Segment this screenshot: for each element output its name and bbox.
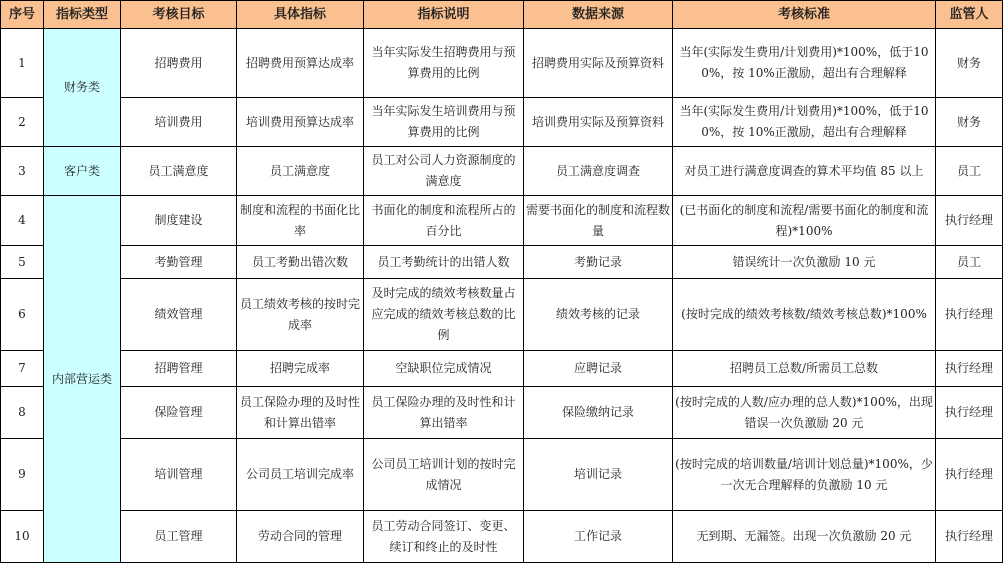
supervisor: 执行经理 xyxy=(936,439,1003,511)
header-indicator: 具体指标 xyxy=(237,1,364,29)
specific-indicator: 劳动合同的管理 xyxy=(237,511,364,563)
supervisor: 执行经理 xyxy=(936,511,1003,563)
header-description: 指标说明 xyxy=(364,1,524,29)
table-row xyxy=(1,246,1003,279)
assessment-standard: (按时完成的培训数量/培训计划总量)*100%，少一次无合理解释的负激励 10 元 xyxy=(673,439,936,511)
header-owner: 监管人 xyxy=(936,1,1003,29)
header-row xyxy=(1,1,1003,29)
table-row xyxy=(1,98,1003,147)
data-source: 员工满意度调查 xyxy=(524,147,673,196)
supervisor: 财务 xyxy=(936,98,1003,147)
assessment-goal: 招聘管理 xyxy=(121,351,237,387)
specific-indicator: 招聘费用预算达成率 xyxy=(237,29,364,98)
supervisor: 执行经理 xyxy=(936,279,1003,351)
table-row xyxy=(1,439,1003,511)
specific-indicator: 员工考勤出错次数 xyxy=(237,246,364,279)
specific-indicator: 公司员工培训完成率 xyxy=(237,439,364,511)
specific-indicator: 培训费用预算达成率 xyxy=(237,98,364,147)
row-number: 4 xyxy=(1,196,44,246)
row-number: 3 xyxy=(1,147,44,196)
supervisor: 员工 xyxy=(936,147,1003,196)
category-internal: 内部营运类 xyxy=(44,196,121,563)
header-source: 数据来源 xyxy=(524,1,673,29)
row-number: 5 xyxy=(1,246,44,279)
indicator-description: 空缺职位完成情况 xyxy=(364,351,524,387)
indicator-description: 当年实际发生招聘费用与预算费用的比例 xyxy=(364,29,524,98)
assessment-standard: (已书面化的制度和流程/需要书面化的制度和流程)*100% xyxy=(673,196,936,246)
header-type: 指标类型 xyxy=(44,1,121,29)
header-no: 序号 xyxy=(1,1,44,29)
assessment-goal: 员工满意度 xyxy=(121,147,237,196)
assessment-goal: 培训管理 xyxy=(121,439,237,511)
supervisor: 执行经理 xyxy=(936,351,1003,387)
assessment-goal: 考勤管理 xyxy=(121,246,237,279)
table-row xyxy=(1,29,1003,98)
assessment-goal: 制度建设 xyxy=(121,196,237,246)
indicator-description: 员工对公司人力资源制度的满意度 xyxy=(364,147,524,196)
row-number: 10 xyxy=(1,511,44,563)
assessment-standard: (按时完成的绩效考核数/绩效考核总数)*100% xyxy=(673,279,936,351)
supervisor: 执行经理 xyxy=(936,387,1003,439)
assessment-goal: 保险管理 xyxy=(121,387,237,439)
assessment-goal: 绩效管理 xyxy=(121,279,237,351)
specific-indicator: 员工保险办理的及时性和计算出错率 xyxy=(237,387,364,439)
assessment-goal: 培训费用 xyxy=(121,98,237,147)
row-number: 7 xyxy=(1,351,44,387)
supervisor: 员工 xyxy=(936,246,1003,279)
data-source: 绩效考核的记录 xyxy=(524,279,673,351)
assessment-standard: 对员工进行满意度调查的算术平均值 85 以上 xyxy=(673,147,936,196)
assessment-standard: 当年(实际发生费用/计划费用)*100%，低于100%，按 10%正激励，超出有合理解释 xyxy=(673,29,936,98)
indicator-description: 及时完成的绩效考核数量占应完成的绩效考核总数的比例 xyxy=(364,279,524,351)
specific-indicator: 招聘完成率 xyxy=(237,351,364,387)
indicator-description: 员工劳动合同签订、变更、续订和终止的及时性 xyxy=(364,511,524,563)
table-row xyxy=(1,387,1003,439)
assessment-standard: 错误统计一次负激励 10 元 xyxy=(673,246,936,279)
specific-indicator: 员工绩效考核的按时完成率 xyxy=(237,279,364,351)
data-source: 考勤记录 xyxy=(524,246,673,279)
supervisor: 财务 xyxy=(936,29,1003,98)
category-finance: 财务类 xyxy=(44,29,121,147)
table-row xyxy=(1,351,1003,387)
data-source: 招聘费用实际及预算资料 xyxy=(524,29,673,98)
data-source: 培训费用实际及预算资料 xyxy=(524,98,673,147)
assessment-goal: 招聘费用 xyxy=(121,29,237,98)
row-number: 1 xyxy=(1,29,44,98)
category-customer: 客户类 xyxy=(44,147,121,196)
data-source: 应聘记录 xyxy=(524,351,673,387)
assessment-standard: 无到期、无漏签。出现一次负激励 20 元 xyxy=(673,511,936,563)
indicator-description: 员工保险办理的及时性和计算出错率 xyxy=(364,387,524,439)
indicator-description: 当年实际发生培训费用与预算费用的比例 xyxy=(364,98,524,147)
indicator-description: 公司员工培训计划的按时完成情况 xyxy=(364,439,524,511)
indicator-description: 书面化的制度和流程所占的百分比 xyxy=(364,196,524,246)
assessment-standard: 当年(实际发生费用/计划费用)*100%，低于100%，按 10%正激励，超出有合理解释 xyxy=(673,98,936,147)
row-number: 9 xyxy=(1,439,44,511)
row-number: 8 xyxy=(1,387,44,439)
indicator-description: 员工考勤统计的出错人数 xyxy=(364,246,524,279)
data-source: 培训记录 xyxy=(524,439,673,511)
specific-indicator: 员工满意度 xyxy=(237,147,364,196)
data-source: 需要书面化的制度和流程数量 xyxy=(524,196,673,246)
table-row xyxy=(1,196,1003,246)
supervisor: 执行经理 xyxy=(936,196,1003,246)
table-row xyxy=(1,511,1003,563)
row-number: 6 xyxy=(1,279,44,351)
specific-indicator: 制度和流程的书面化比率 xyxy=(237,196,364,246)
data-source: 保险缴纳记录 xyxy=(524,387,673,439)
table-row xyxy=(1,147,1003,196)
header-standard: 考核标准 xyxy=(673,1,936,29)
table-row xyxy=(1,279,1003,351)
assessment-standard: (按时完成的人数/应办理的总人数)*100%，出现错误一次负激励 20 元 xyxy=(673,387,936,439)
assessment-goal: 员工管理 xyxy=(121,511,237,563)
data-source: 工作记录 xyxy=(524,511,673,563)
header-goal: 考核目标 xyxy=(121,1,237,29)
assessment-standard: 招聘员工总数/所需员工总数 xyxy=(673,351,936,387)
row-number: 2 xyxy=(1,98,44,147)
